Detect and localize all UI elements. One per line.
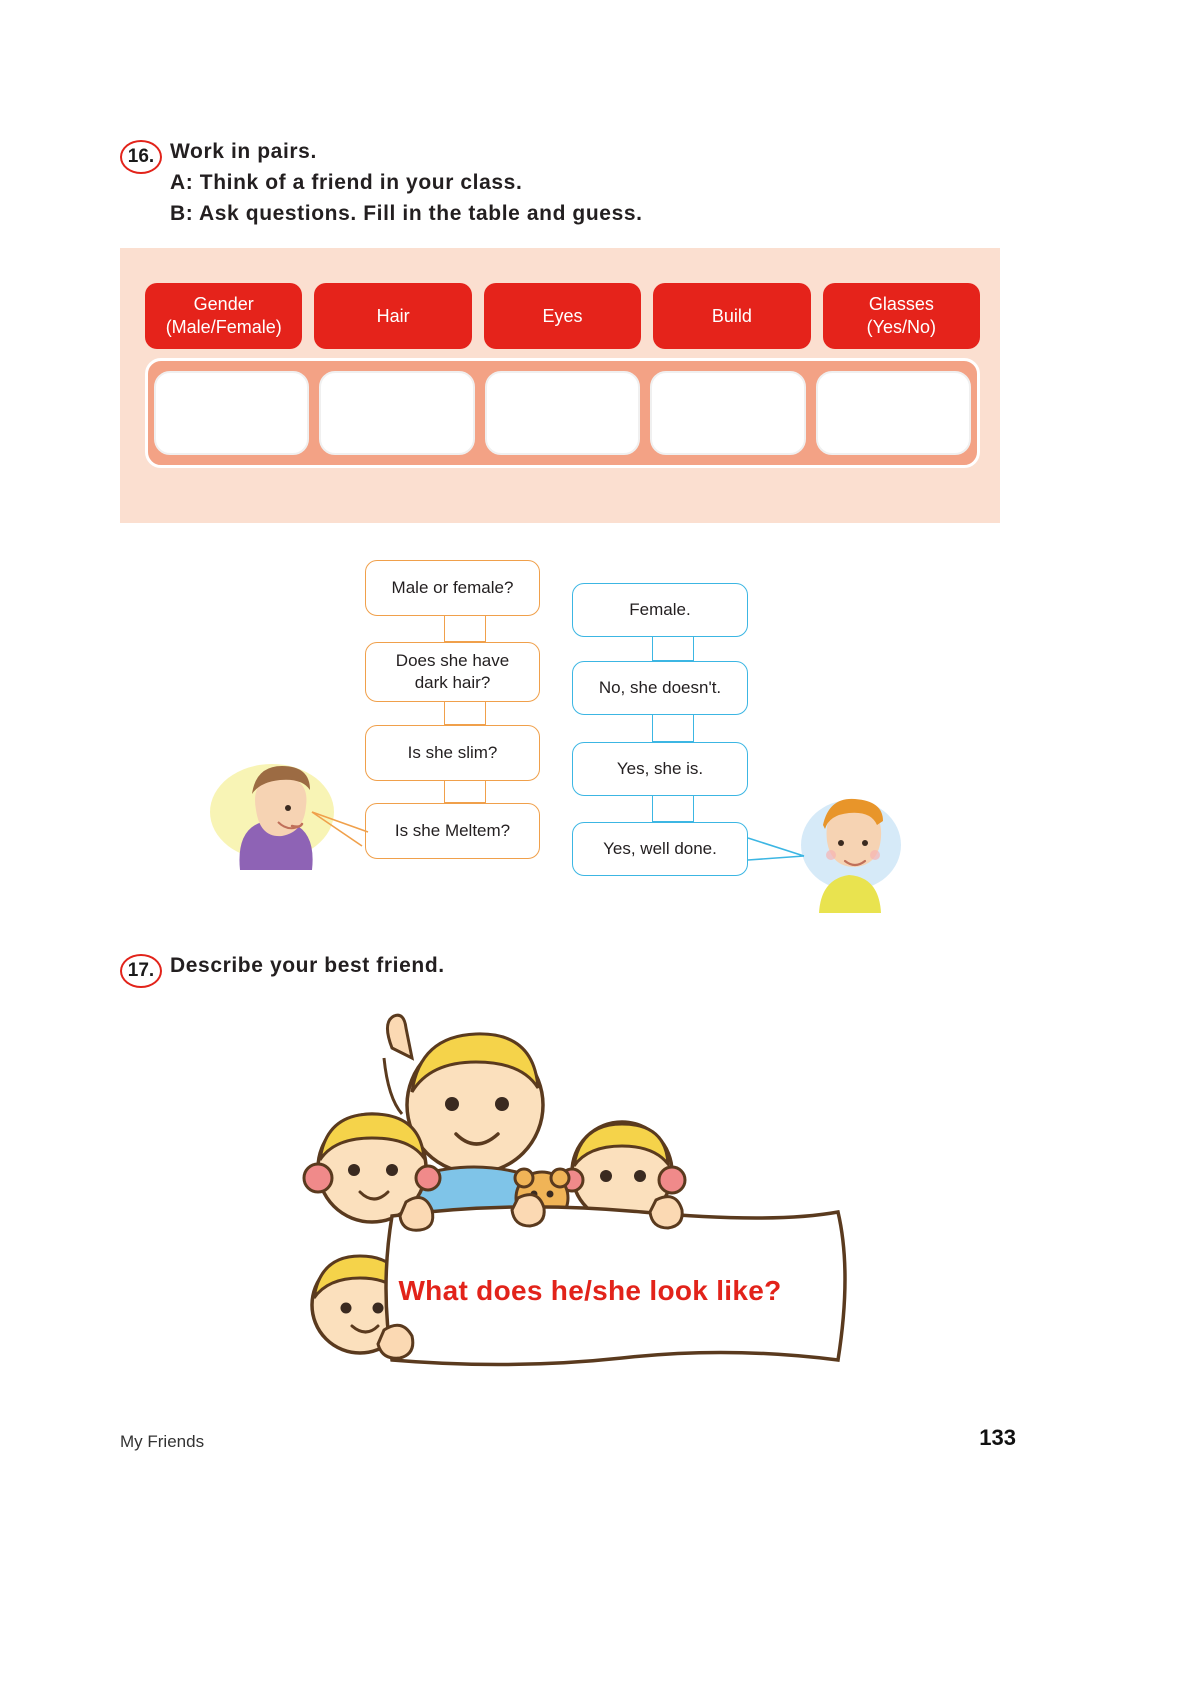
question-connector-2 bbox=[444, 702, 486, 725]
answer-4-text: Yes, well done. bbox=[603, 839, 717, 858]
table-header-build bbox=[653, 283, 810, 349]
exercise-16-instructions bbox=[170, 136, 1020, 229]
question-2-line-1: Does she have bbox=[395, 651, 510, 670]
answer-cell-gender[interactable] bbox=[154, 371, 309, 455]
exercise-17 bbox=[120, 950, 920, 981]
question-bubble-3 bbox=[365, 725, 540, 781]
header-eyes-label: Eyes bbox=[542, 305, 583, 326]
footer-page-number: 133 bbox=[979, 1425, 1016, 1450]
question-1-text: Male or female? bbox=[391, 578, 514, 597]
answer-cell-build[interactable] bbox=[650, 371, 805, 455]
table-answer-row bbox=[145, 358, 980, 468]
answer-1-text: Female. bbox=[629, 600, 691, 619]
answer-connector-2 bbox=[652, 715, 694, 742]
question-4-text: Is she Meltem? bbox=[394, 821, 511, 840]
table-header-eyes bbox=[484, 283, 641, 349]
header-hair-label: Hair bbox=[376, 305, 410, 326]
footer-unit-title: My Friends bbox=[120, 1432, 205, 1451]
header-gender-line-1: Gender bbox=[193, 294, 254, 314]
exercise-16-number: 16. bbox=[120, 140, 162, 174]
question-connector-1 bbox=[444, 616, 486, 642]
question-connector-3 bbox=[444, 781, 486, 803]
question-bubble-1 bbox=[365, 560, 540, 616]
answer-cell-eyes[interactable] bbox=[485, 371, 640, 455]
answer-bubble-2 bbox=[572, 661, 748, 715]
banner-question-text: What does he/she look like? bbox=[398, 1275, 782, 1306]
table-header-gender bbox=[145, 283, 302, 349]
header-glasses-line-2: (Yes/No) bbox=[866, 317, 937, 337]
header-build-label: Build bbox=[711, 305, 752, 326]
exercise-17-number: 17. bbox=[120, 954, 162, 988]
exercise-17-title: Describe your best friend. bbox=[170, 954, 445, 977]
question-bubble-2 bbox=[365, 642, 540, 702]
answer-cell-glasses[interactable] bbox=[816, 371, 971, 455]
instruction-line-3: B: Ask questions. Fill in the table and guess. bbox=[170, 202, 643, 225]
boy-speech-tail bbox=[310, 800, 380, 860]
header-gender-line-2: (Male/Female) bbox=[165, 317, 282, 337]
answer-bubble-3 bbox=[572, 742, 748, 796]
answer-bubble-4 bbox=[572, 822, 748, 876]
children-banner-illustration bbox=[280, 1000, 860, 1420]
answer-cell-hair[interactable] bbox=[319, 371, 474, 455]
answer-bubble-1 bbox=[572, 583, 748, 637]
table-header-row bbox=[145, 283, 980, 349]
question-2-line-2: dark hair? bbox=[414, 673, 491, 692]
dialogue-section bbox=[0, 550, 1191, 930]
answer-connector-3 bbox=[652, 796, 694, 822]
girl-speech-tail bbox=[742, 830, 812, 880]
exercise-17-instructions bbox=[170, 950, 920, 981]
answer-2-text: No, she doesn't. bbox=[598, 678, 722, 697]
question-3-text: Is she slim? bbox=[407, 743, 498, 762]
attributes-table bbox=[120, 248, 1000, 523]
answer-3-text: Yes, she is. bbox=[616, 759, 704, 778]
exercise-16 bbox=[120, 136, 1020, 229]
instruction-line-2: A: Think of a friend in your class. bbox=[170, 171, 523, 194]
question-bubble-4 bbox=[365, 803, 540, 859]
header-glasses-line-1: Glasses bbox=[868, 294, 934, 314]
instruction-line-1: Work in pairs. bbox=[170, 140, 317, 163]
table-header-glasses bbox=[823, 283, 980, 349]
answer-connector-1 bbox=[652, 637, 694, 661]
table-header-hair bbox=[314, 283, 471, 349]
